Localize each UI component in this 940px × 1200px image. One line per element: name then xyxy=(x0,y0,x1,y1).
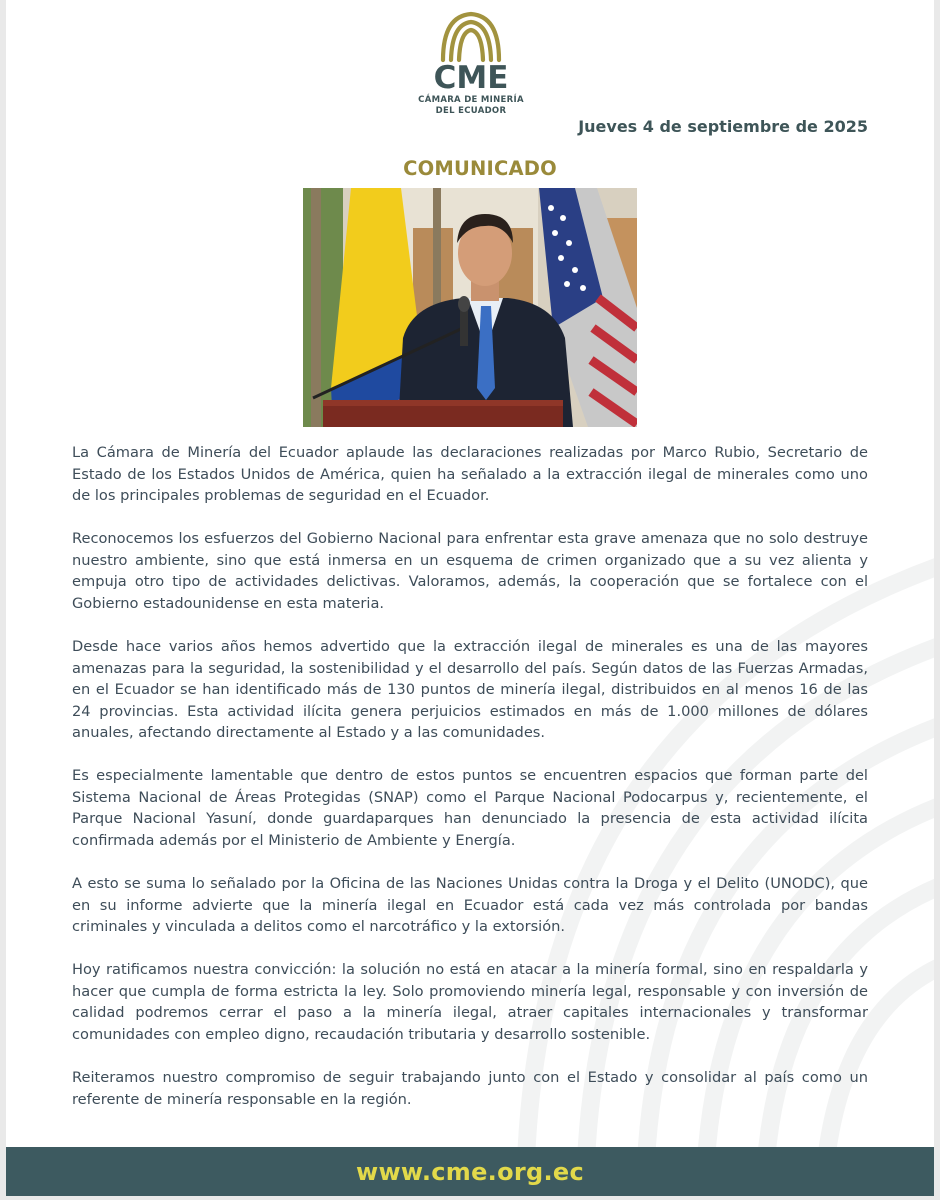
paragraph: Hoy ratificamos nuestra convicción: la solución no está en atacar a la minería formal, sino en respaldarla y hacer que cumpla de forma estricta la ley. Solo promoviendo minería legal, responsable y con inversión de calidad podremos cerrar el paso a la minería ilegal, atraer capitales internacionales y transformar comunidades con empleo digno, recaudación tributaria y desarrollo sostenible. xyxy=(72,961,868,1043)
footer-bar xyxy=(6,1147,934,1196)
paragraph: Desde hace varios años hemos advertido que la extracción ilegal de minerales es una de las mayores amenazas para la seguridad, la sostenibilidad y el desarrollo del país. Según datos de las Fuerzas Armadas, en el Ecuador se han identificado más de 130 puntos de minería ilegal, distribuidos en al menos 16 de las 24 provincias. Esta actividad ilícita genera perjuicios estimados en más de 1.000 millones de dólares anuales, afectando directamente al Estado y a las comunidades. xyxy=(72,638,868,742)
document-body xyxy=(72,442,868,1132)
logo-acronym: CME xyxy=(433,60,509,96)
document-page xyxy=(6,0,934,1196)
footer-website-link[interactable]: www.cme.org.ec xyxy=(355,1158,585,1186)
document-title: COMUNICADO xyxy=(403,157,557,180)
paragraph: Reconocemos los esfuerzos del Gobierno Nacional para enfrentar esta grave amenaza que no solo destruye nuestro ambiente, sino que está inmersa en un esquema de crimen organizado que a su vez alienta y empuja otro tipo de actividades delictivas. Valoramos, además, la cooperación que se fortalece con el Gobierno estadounidense en esta materia. xyxy=(72,530,868,612)
press-photo xyxy=(303,188,637,427)
document-date: Jueves 4 de septiembre de 2025 xyxy=(578,117,868,136)
paragraph: La Cámara de Minería del Ecuador aplaude las declaraciones realizadas por Marco Rubio, Secretario de Estado de los Estados Unidos de América, quien ha señalado a la extracción ilegal de minerales como uno de los principales problemas de seguridad en el Ecuador. xyxy=(72,444,868,504)
paragraph: A esto se suma lo señalado por la Oficina de las Naciones Unidas contra la Droga y el Delito (UNODC), que en su informe advierte que la minería ilegal en Ecuador está cada vez más controlada por bandas criminales y vinculada a delitos como el narcotráfico y la extorsión. xyxy=(72,875,868,936)
logo-subtitle-line2: DEL ECUADOR xyxy=(435,106,507,116)
paragraph: Reiteramos nuestro compromiso de seguir trabajando junto con el Estado y consolidar al país como un referente de minería responsable en la región. xyxy=(72,1069,868,1108)
logo-subtitle-line1: CÁMARA DE MINERÍA xyxy=(418,95,524,105)
paragraph: Es especialmente lamentable que dentro de estos puntos se encuentren espacios que forman parte del Sistema Nacional de Áreas Protegidas (SNAP) como el Parque Nacional Podocarpus y, recientemente, el Parque Nacional Yasuní, donde guardaparques han denunciado la presencia de esta actividad ilícita confirmada además por el Ministerio de Ambiente y Energía. xyxy=(72,767,868,849)
